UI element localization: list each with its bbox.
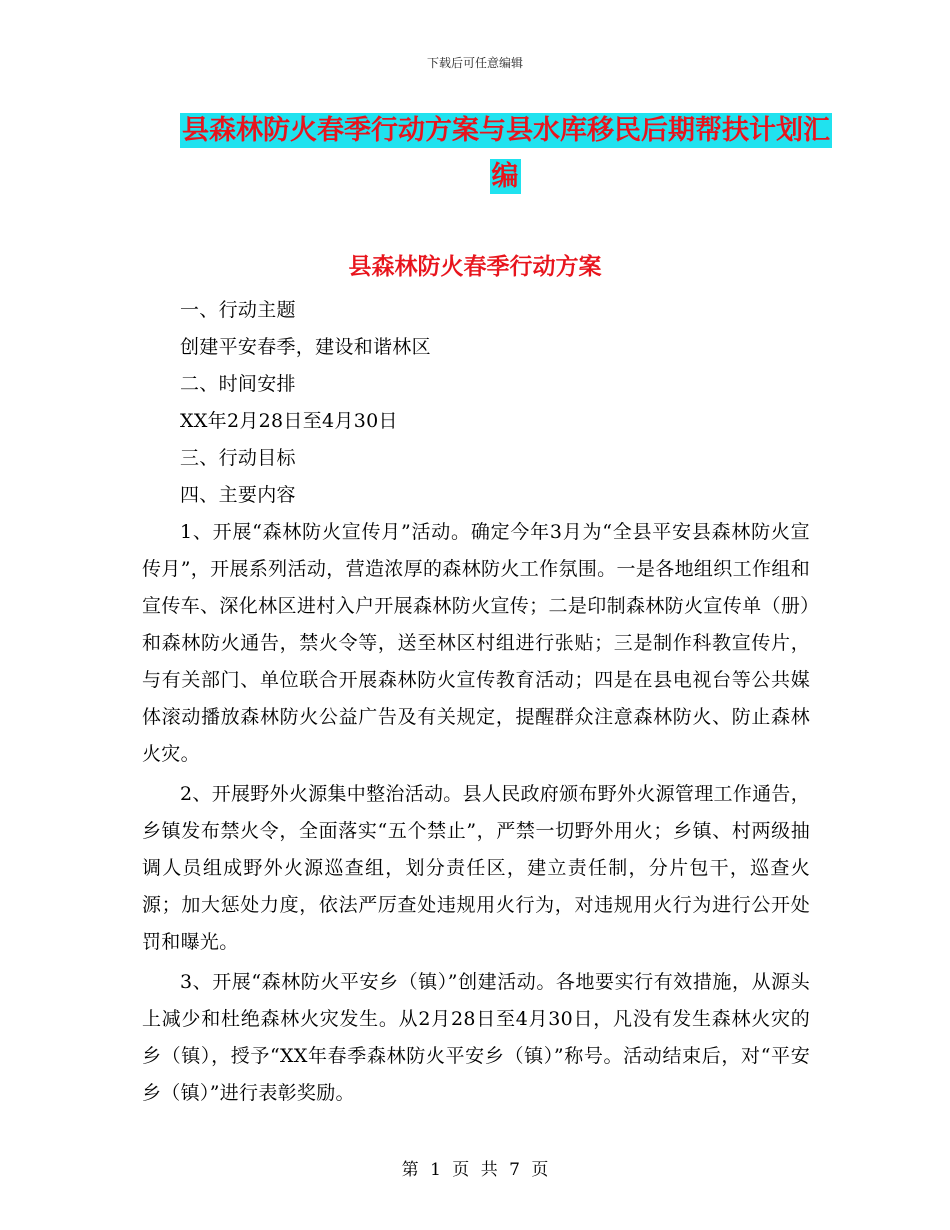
document-body [142, 292, 810, 1112]
section-title: 县森林防火春季行动方案 [348, 253, 602, 280]
heading-main-content: 四、主要内容 [180, 484, 296, 506]
page-number-footer: 第 1 页 共 7 页 [401, 1160, 549, 1180]
main-title-text: 县森林防火春季行动方案与县水库移民后期帮扶计划汇编 [182, 115, 830, 192]
paragraph-theme-content: 创建平安春季，建设和谐林区 [180, 336, 431, 358]
header-note: 下载后可任意编辑 [426, 56, 523, 70]
paragraph-item-2: 2、开展野外火源集中整治活动。县人民政府颁布野外火源管理工作通告，乡镇发布禁火令，全面落实“五个禁止”，严禁一切野外用火；乡镇、村两级抽调人员组成野外火源巡查组，划分责任区，建立责任制，分片包干，巡查火源；加大惩处力度，依法严厉查处违规用火行为，对违规用火行为进行公开处罚和曝光。 [142, 783, 810, 953]
heading-schedule: 二、时间安排 [180, 373, 296, 395]
heading-action-theme: 一、行动主题 [180, 299, 296, 321]
paragraph-item-3: 3、开展“森林防火平安乡（镇）”创建活动。各地要实行有效措施，从源头上减少和杜绝森林火灾发生。从2月28日至4月30日，凡没有发生森林火灾的乡（镇），授予“XX年春季森林防火平安乡（镇）”称号。活动结束后，对“平安乡（镇）”进行表彰奖励。 [142, 971, 810, 1104]
heading-action-goals: 三、行动目标 [180, 447, 296, 469]
paragraph-schedule-dates: XX年2月28日至4月30日 [180, 410, 398, 432]
paragraph-item-1: 1、开展“森林防火宣传月”活动。确定今年3月为“全县平安县森林防火宣传月”，开展系列活动，营造浓厚的森林防火工作氛围。一是各地组织工作组和宣传车、深化林区进村入户开展森林防火宣传；二是印制森林防火宣传单（册）和森林防火通告，禁火令等，送至林区村组进行张贴；三是制作科教宣传片，与有关部门、单位联合开展森林防火宣传教育活动；四是在县电视台等公共媒体滚动播放森林防火公益广告及有关规定，提醒群众注意森林防火、防止森林火灾。 [142, 521, 810, 765]
document-main-title [180, 108, 830, 200]
